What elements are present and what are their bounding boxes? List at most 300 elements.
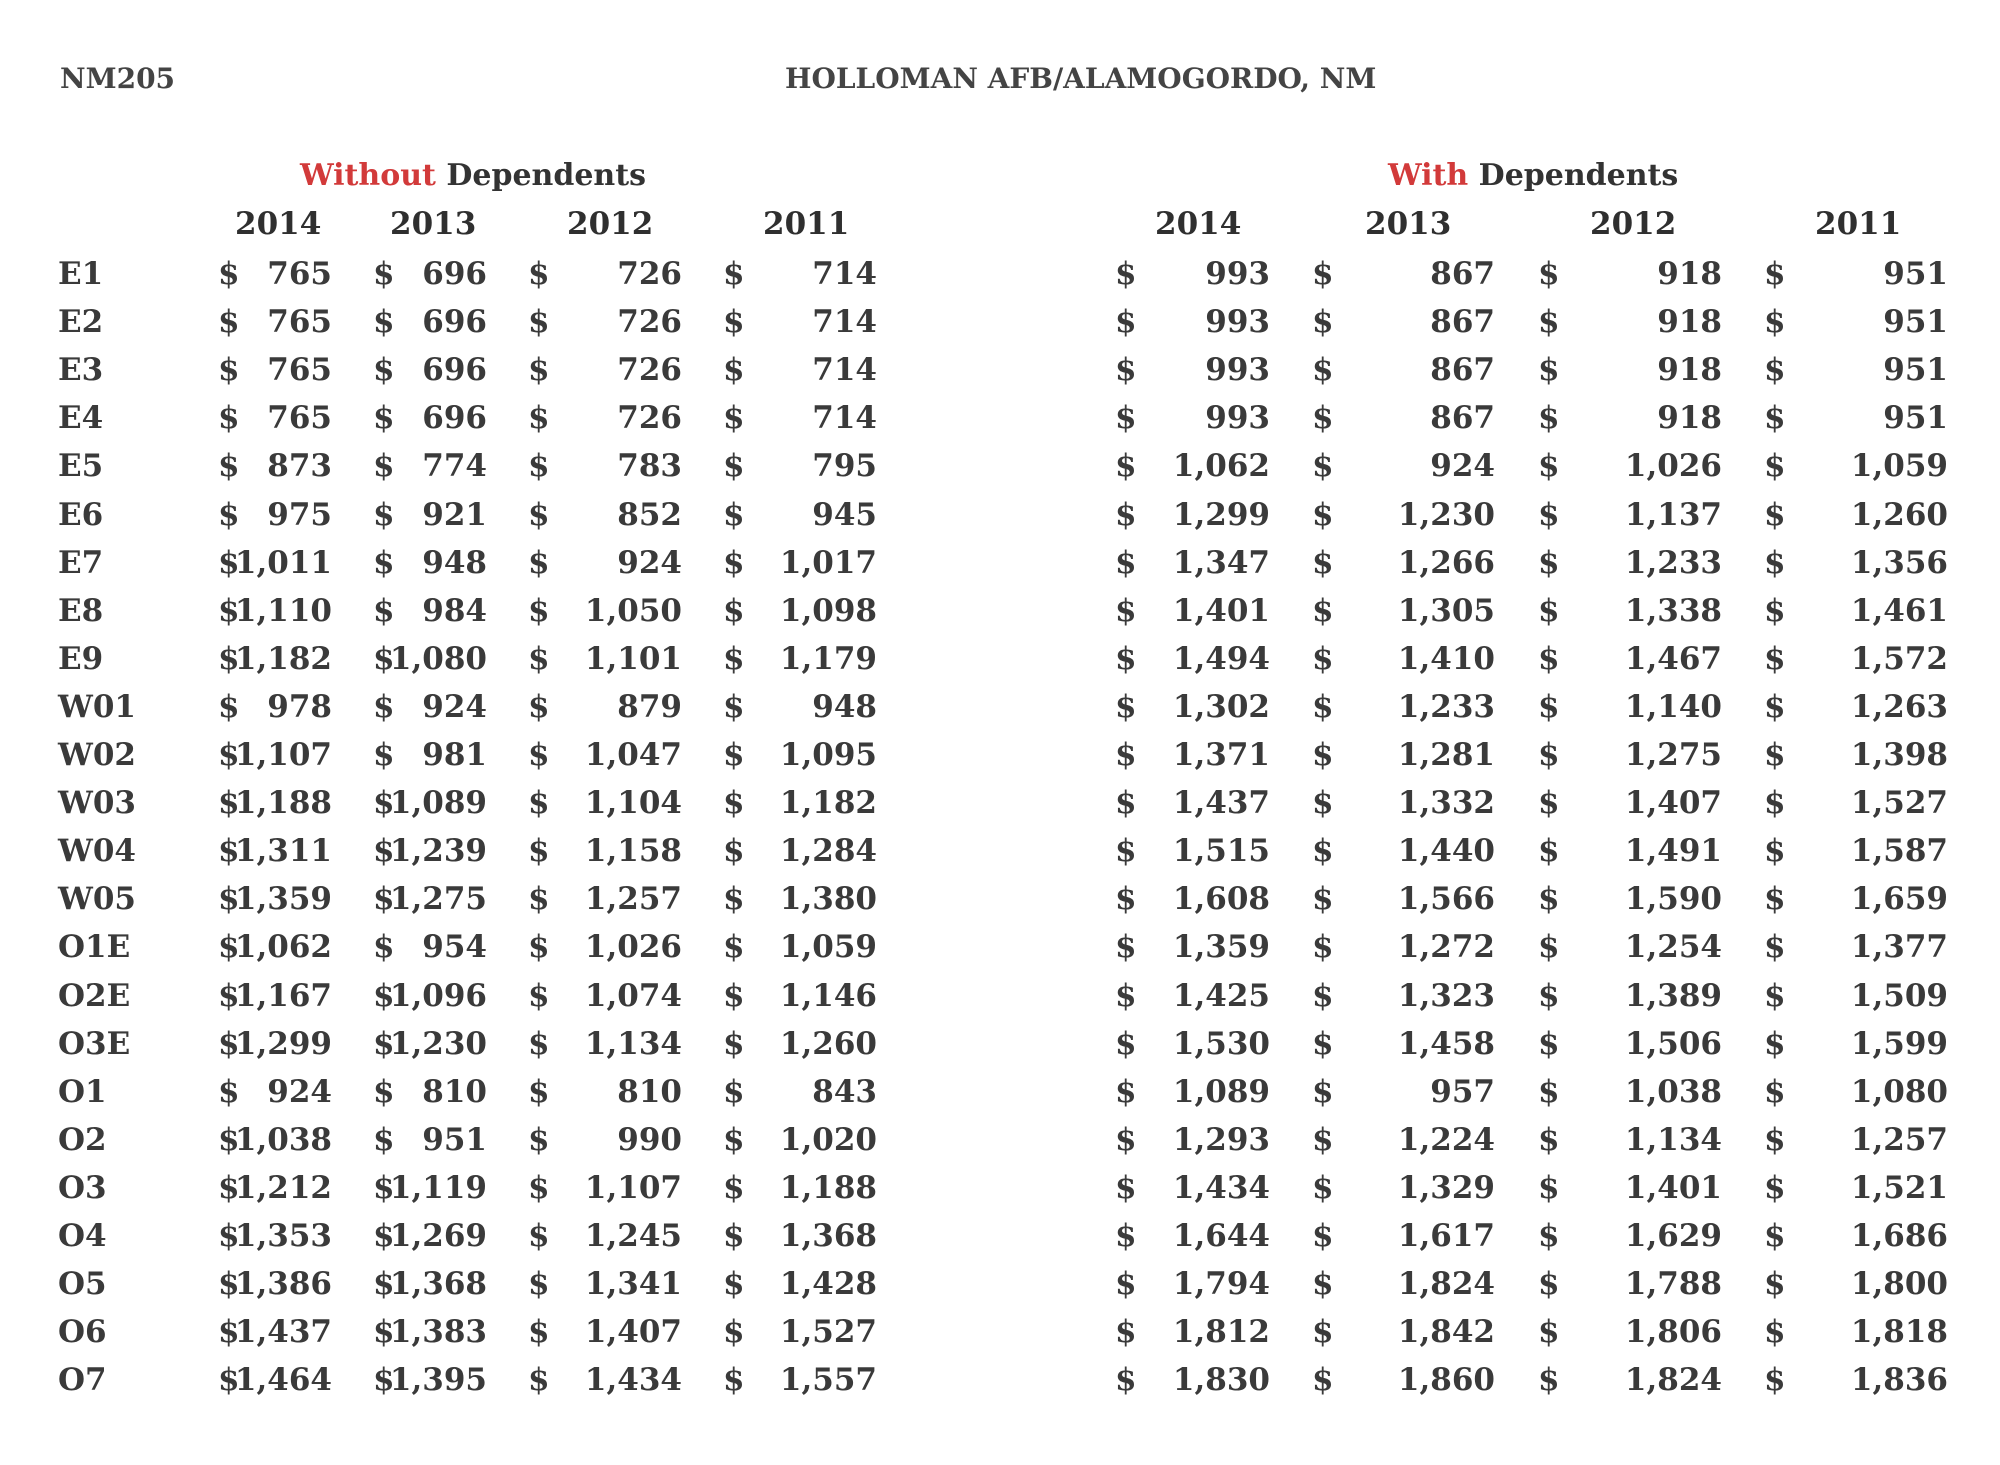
with-amount-2013: 1,305 [1397, 592, 1495, 629]
with-amount-2012: 1,491 [1624, 833, 1722, 870]
currency-sign: $ [1764, 640, 1786, 677]
year-header-with-2013: 2013 [1365, 206, 1452, 242]
table-row [0, 1122, 2000, 1168]
table-row [0, 545, 2000, 591]
without-amount-2011: 714 [812, 304, 877, 341]
table-row [0, 641, 2000, 687]
currency-sign: $ [723, 977, 745, 1014]
currency-sign: $ [1764, 592, 1786, 629]
currency-sign: $ [1538, 496, 1560, 533]
currency-sign: $ [1538, 400, 1560, 437]
currency-sign: $ [1115, 1025, 1137, 1062]
without-amount-2014: 1,359 [234, 881, 332, 918]
with-amount-2014: 1,530 [1172, 1025, 1270, 1062]
with-amount-2012: 918 [1657, 304, 1722, 341]
without-amount-2011: 1,368 [779, 1218, 877, 1254]
with-amount-2011: 1,818 [1850, 1314, 1948, 1351]
without-amount-2011: 714 [812, 256, 877, 292]
currency-sign: $ [218, 1362, 240, 1399]
without-amount-2011: 1,095 [779, 737, 877, 773]
without-amount-2012: 726 [617, 256, 682, 292]
without-amount-2014: 1,386 [234, 1266, 332, 1303]
with-amount-2011: 1,509 [1850, 977, 1948, 1014]
with-amount-2013: 1,266 [1397, 544, 1495, 581]
table-row [0, 256, 2000, 302]
without-amount-2014: 765 [267, 400, 332, 437]
currency-sign: $ [528, 929, 550, 966]
without-amount-2014: 1,353 [234, 1218, 332, 1254]
grade-label: O4 [58, 1218, 107, 1254]
currency-sign: $ [218, 737, 240, 773]
with-amount-2013: 1,440 [1397, 833, 1495, 870]
grade-label: W03 [58, 785, 136, 822]
without-amount-2011: 714 [812, 352, 877, 389]
without-amount-2013: 774 [422, 448, 487, 485]
without-amount-2014: 1,038 [234, 1121, 332, 1158]
currency-sign: $ [373, 592, 395, 629]
without-amount-2013: 1,383 [389, 1314, 487, 1351]
without-amount-2013: 1,368 [389, 1266, 487, 1303]
currency-sign: $ [723, 1073, 745, 1110]
currency-sign: $ [528, 1314, 550, 1351]
currency-sign: $ [373, 496, 395, 533]
without-heading-accent: Without [300, 158, 436, 193]
table-row [0, 304, 2000, 350]
currency-sign: $ [528, 448, 550, 485]
currency-sign: $ [1764, 833, 1786, 870]
table-row [0, 978, 2000, 1024]
without-amount-2013: 1,119 [389, 1169, 487, 1206]
grade-label: E5 [58, 448, 104, 485]
without-amount-2013: 1,096 [389, 977, 487, 1014]
without-amount-2012: 1,074 [584, 977, 682, 1014]
currency-sign: $ [1312, 640, 1334, 677]
currency-sign: $ [1764, 496, 1786, 533]
currency-sign: $ [1764, 1073, 1786, 1110]
currency-sign: $ [1764, 1362, 1786, 1399]
currency-sign: $ [528, 881, 550, 918]
without-amount-2012: 726 [617, 352, 682, 389]
with-amount-2013: 924 [1430, 448, 1495, 485]
without-amount-2011: 1,017 [779, 544, 877, 581]
table-row [0, 1170, 2000, 1216]
currency-sign: $ [1764, 1025, 1786, 1062]
without-amount-2011: 795 [812, 448, 877, 485]
year-header-without-2013: 2013 [390, 206, 477, 242]
without-amount-2011: 1,260 [779, 1025, 877, 1062]
currency-sign: $ [218, 1121, 240, 1158]
with-amount-2012: 1,467 [1624, 640, 1722, 677]
currency-sign: $ [528, 1266, 550, 1303]
currency-sign: $ [528, 496, 550, 533]
with-amount-2013: 1,566 [1397, 881, 1495, 918]
currency-sign: $ [373, 833, 395, 870]
without-amount-2011: 714 [812, 400, 877, 437]
currency-sign: $ [1764, 1169, 1786, 1206]
grade-label: W04 [58, 833, 136, 870]
grade-label: O3E [58, 1025, 131, 1062]
without-amount-2014: 765 [267, 256, 332, 292]
with-amount-2013: 1,224 [1397, 1121, 1495, 1158]
currency-sign: $ [723, 592, 745, 629]
without-amount-2014: 873 [267, 448, 332, 485]
without-amount-2014: 1,062 [234, 929, 332, 966]
with-amount-2014: 1,347 [1172, 544, 1270, 581]
with-amount-2014: 1,830 [1172, 1362, 1270, 1399]
currency-sign: $ [1764, 1218, 1786, 1254]
without-amount-2011: 1,557 [779, 1362, 877, 1399]
currency-sign: $ [528, 400, 550, 437]
currency-sign: $ [1312, 785, 1334, 822]
without-amount-2014: 978 [267, 688, 332, 725]
currency-sign: $ [373, 881, 395, 918]
currency-sign: $ [1115, 544, 1137, 581]
currency-sign: $ [1538, 977, 1560, 1014]
currency-sign: $ [373, 1362, 395, 1399]
currency-sign: $ [373, 448, 395, 485]
with-amount-2011: 1,080 [1850, 1073, 1948, 1110]
currency-sign: $ [723, 496, 745, 533]
grade-label: W05 [58, 881, 136, 918]
without-amount-2014: 1,182 [234, 640, 332, 677]
with-amount-2013: 867 [1430, 400, 1495, 437]
without-amount-2013: 951 [422, 1121, 487, 1158]
currency-sign: $ [1312, 496, 1334, 533]
without-amount-2014: 1,110 [234, 592, 332, 629]
currency-sign: $ [1115, 1218, 1137, 1254]
currency-sign: $ [528, 737, 550, 773]
without-amount-2011: 945 [812, 496, 877, 533]
with-amount-2014: 993 [1205, 400, 1270, 437]
with-amount-2013: 1,272 [1397, 929, 1495, 966]
currency-sign: $ [528, 785, 550, 822]
currency-sign: $ [1115, 400, 1137, 437]
currency-sign: $ [1115, 929, 1137, 966]
without-amount-2012: 726 [617, 304, 682, 341]
currency-sign: $ [1312, 1025, 1334, 1062]
without-heading-rest: Dependents [435, 158, 646, 193]
currency-sign: $ [1538, 592, 1560, 629]
with-amount-2014: 1,515 [1172, 833, 1270, 870]
with-amount-2011: 1,599 [1850, 1025, 1948, 1062]
without-amount-2013: 984 [422, 592, 487, 629]
table-row [0, 929, 2000, 975]
with-amount-2012: 1,824 [1624, 1362, 1722, 1399]
with-amount-2014: 1,293 [1172, 1121, 1270, 1158]
currency-sign: $ [1764, 688, 1786, 725]
currency-sign: $ [218, 785, 240, 822]
currency-sign: $ [1538, 1121, 1560, 1158]
table-row [0, 785, 2000, 831]
without-amount-2011: 1,380 [779, 881, 877, 918]
currency-sign: $ [218, 1025, 240, 1062]
without-amount-2011: 948 [812, 688, 877, 725]
currency-sign: $ [528, 688, 550, 725]
currency-sign: $ [1115, 256, 1137, 292]
without-amount-2014: 1,299 [234, 1025, 332, 1062]
with-amount-2013: 1,617 [1397, 1218, 1495, 1254]
year-header-with-2014: 2014 [1155, 206, 1242, 242]
currency-sign: $ [723, 400, 745, 437]
without-amount-2013: 924 [422, 688, 487, 725]
without-amount-2012: 852 [617, 496, 682, 533]
grade-label: O1 [58, 1073, 107, 1110]
currency-sign: $ [723, 1362, 745, 1399]
with-amount-2013: 1,281 [1397, 737, 1495, 773]
currency-sign: $ [1115, 592, 1137, 629]
without-amount-2012: 1,026 [584, 929, 682, 966]
currency-sign: $ [1764, 737, 1786, 773]
currency-sign: $ [218, 304, 240, 341]
with-amount-2012: 1,506 [1624, 1025, 1722, 1062]
currency-sign: $ [1115, 1121, 1137, 1158]
without-amount-2013: 1,275 [389, 881, 487, 918]
currency-sign: $ [723, 640, 745, 677]
with-amount-2011: 1,398 [1850, 737, 1948, 773]
currency-sign: $ [1312, 592, 1334, 629]
with-amount-2011: 1,836 [1850, 1362, 1948, 1399]
without-amount-2012: 1,407 [584, 1314, 682, 1351]
with-amount-2014: 1,062 [1172, 448, 1270, 485]
table-code: NM205 [60, 62, 176, 95]
currency-sign: $ [373, 929, 395, 966]
with-amount-2014: 1,494 [1172, 640, 1270, 677]
without-amount-2014: 1,011 [234, 544, 332, 581]
with-amount-2014: 1,812 [1172, 1314, 1270, 1351]
without-amount-2013: 696 [422, 304, 487, 341]
without-amount-2012: 1,101 [584, 640, 682, 677]
currency-sign: $ [1764, 1266, 1786, 1303]
currency-sign: $ [1538, 448, 1560, 485]
currency-sign: $ [373, 1314, 395, 1351]
table-row [0, 833, 2000, 879]
with-amount-2012: 1,140 [1624, 688, 1722, 725]
currency-sign: $ [373, 544, 395, 581]
with-amount-2012: 918 [1657, 256, 1722, 292]
with-amount-2012: 1,338 [1624, 592, 1722, 629]
without-amount-2013: 948 [422, 544, 487, 581]
currency-sign: $ [1538, 256, 1560, 292]
currency-sign: $ [218, 640, 240, 677]
with-amount-2011: 1,686 [1850, 1218, 1948, 1254]
without-amount-2013: 1,230 [389, 1025, 487, 1062]
currency-sign: $ [528, 1025, 550, 1062]
with-amount-2011: 1,356 [1850, 544, 1948, 581]
table-row [0, 1218, 2000, 1264]
without-amount-2011: 1,182 [779, 785, 877, 822]
with-amount-2014: 1,299 [1172, 496, 1270, 533]
currency-sign: $ [1312, 400, 1334, 437]
currency-sign: $ [218, 929, 240, 966]
currency-sign: $ [723, 544, 745, 581]
currency-sign: $ [1538, 1073, 1560, 1110]
grade-label: E6 [58, 496, 104, 533]
currency-sign: $ [723, 1169, 745, 1206]
without-amount-2013: 954 [422, 929, 487, 966]
currency-sign: $ [1764, 448, 1786, 485]
with-amount-2012: 1,629 [1624, 1218, 1722, 1254]
without-amount-2011: 1,146 [779, 977, 877, 1014]
currency-sign: $ [723, 881, 745, 918]
currency-sign: $ [723, 688, 745, 725]
currency-sign: $ [528, 544, 550, 581]
with-amount-2013: 867 [1430, 352, 1495, 389]
currency-sign: $ [1538, 1025, 1560, 1062]
with-amount-2013: 867 [1430, 304, 1495, 341]
table-row [0, 497, 2000, 543]
currency-sign: $ [723, 256, 745, 292]
year-header-without-2014: 2014 [235, 206, 322, 242]
currency-sign: $ [1538, 544, 1560, 581]
without-amount-2013: 696 [422, 400, 487, 437]
currency-sign: $ [1538, 785, 1560, 822]
currency-sign: $ [1312, 929, 1334, 966]
without-amount-2011: 1,059 [779, 929, 877, 966]
grade-label: W01 [58, 688, 136, 725]
year-header-with-2012: 2012 [1590, 206, 1677, 242]
without-amount-2012: 1,257 [584, 881, 682, 918]
with-amount-2014: 1,608 [1172, 881, 1270, 918]
currency-sign: $ [1312, 977, 1334, 1014]
without-amount-2012: 1,341 [584, 1266, 682, 1303]
currency-sign: $ [218, 881, 240, 918]
with-amount-2013: 1,458 [1397, 1025, 1495, 1062]
currency-sign: $ [1115, 785, 1137, 822]
currency-sign: $ [1115, 737, 1137, 773]
table-row [0, 1314, 2000, 1360]
grade-label: E2 [58, 304, 104, 341]
currency-sign: $ [528, 977, 550, 1014]
with-amount-2011: 1,257 [1850, 1121, 1948, 1158]
without-amount-2012: 990 [617, 1121, 682, 1158]
with-amount-2014: 1,089 [1172, 1073, 1270, 1110]
without-amount-2012: 1,050 [584, 592, 682, 629]
without-amount-2014: 1,107 [234, 737, 332, 773]
year-header-without-2012: 2012 [567, 206, 654, 242]
without-amount-2014: 924 [267, 1073, 332, 1110]
without-amount-2011: 1,020 [779, 1121, 877, 1158]
with-amount-2014: 1,371 [1172, 737, 1270, 773]
with-amount-2014: 1,644 [1172, 1218, 1270, 1254]
currency-sign: $ [528, 304, 550, 341]
currency-sign: $ [373, 1025, 395, 1062]
currency-sign: $ [1538, 833, 1560, 870]
table-row [0, 1266, 2000, 1312]
grade-label: W02 [58, 737, 136, 773]
grade-label: O6 [58, 1314, 107, 1351]
currency-sign: $ [1764, 352, 1786, 389]
currency-sign: $ [528, 1121, 550, 1158]
grade-label: O2 [58, 1121, 107, 1158]
with-amount-2013: 1,329 [1397, 1169, 1495, 1206]
grade-label: E9 [58, 640, 104, 677]
with-amount-2011: 1,260 [1850, 496, 1948, 533]
without-amount-2012: 1,434 [584, 1362, 682, 1399]
currency-sign: $ [1764, 881, 1786, 918]
with-amount-2013: 867 [1430, 256, 1495, 292]
with-amount-2012: 1,407 [1624, 785, 1722, 822]
grade-label: O3 [58, 1169, 107, 1206]
with-amount-2011: 1,587 [1850, 833, 1948, 870]
with-heading-rest: Dependents [1468, 158, 1679, 193]
without-amount-2014: 1,212 [234, 1169, 332, 1206]
currency-sign: $ [1538, 304, 1560, 341]
currency-sign: $ [373, 977, 395, 1014]
currency-sign: $ [1312, 833, 1334, 870]
with-dependents-heading [1388, 158, 1678, 193]
currency-sign: $ [1312, 737, 1334, 773]
table-row [0, 448, 2000, 494]
with-amount-2014: 1,434 [1172, 1169, 1270, 1206]
without-amount-2013: 1,395 [389, 1362, 487, 1399]
without-amount-2011: 1,428 [779, 1266, 877, 1303]
without-amount-2013: 1,080 [389, 640, 487, 677]
without-amount-2014: 1,437 [234, 1314, 332, 1351]
table-row [0, 1026, 2000, 1072]
without-amount-2012: 1,104 [584, 785, 682, 822]
currency-sign: $ [1115, 833, 1137, 870]
currency-sign: $ [373, 1121, 395, 1158]
with-amount-2013: 1,233 [1397, 688, 1495, 725]
with-amount-2012: 1,275 [1624, 737, 1722, 773]
currency-sign: $ [1312, 1362, 1334, 1399]
currency-sign: $ [218, 592, 240, 629]
with-amount-2011: 1,461 [1850, 592, 1948, 629]
currency-sign: $ [1538, 688, 1560, 725]
with-amount-2014: 993 [1205, 352, 1270, 389]
currency-sign: $ [218, 977, 240, 1014]
without-amount-2012: 1,047 [584, 737, 682, 773]
currency-sign: $ [1764, 304, 1786, 341]
currency-sign: $ [218, 544, 240, 581]
with-amount-2014: 993 [1205, 256, 1270, 292]
currency-sign: $ [723, 833, 745, 870]
without-amount-2012: 783 [617, 448, 682, 485]
without-amount-2013: 810 [422, 1073, 487, 1110]
location-title: HOLLOMAN AFB/ALAMOGORDO, NM [785, 62, 1377, 95]
grade-label: E3 [58, 352, 104, 389]
currency-sign: $ [373, 1266, 395, 1303]
currency-sign: $ [1115, 1314, 1137, 1351]
with-amount-2012: 1,026 [1624, 448, 1722, 485]
currency-sign: $ [723, 1025, 745, 1062]
with-amount-2011: 951 [1883, 256, 1948, 292]
currency-sign: $ [218, 1266, 240, 1303]
with-amount-2011: 1,377 [1850, 929, 1948, 966]
without-amount-2012: 1,107 [584, 1169, 682, 1206]
with-amount-2013: 1,842 [1397, 1314, 1495, 1351]
with-amount-2013: 1,230 [1397, 496, 1495, 533]
with-amount-2012: 1,254 [1624, 929, 1722, 966]
currency-sign: $ [528, 256, 550, 292]
currency-sign: $ [1115, 1266, 1137, 1303]
with-amount-2014: 1,401 [1172, 592, 1270, 629]
currency-sign: $ [1538, 737, 1560, 773]
with-amount-2011: 1,059 [1850, 448, 1948, 485]
currency-sign: $ [723, 929, 745, 966]
without-amount-2011: 843 [812, 1073, 877, 1110]
grade-label: E1 [58, 256, 104, 292]
currency-sign: $ [528, 1218, 550, 1254]
without-amount-2011: 1,527 [779, 1314, 877, 1351]
with-amount-2011: 1,800 [1850, 1266, 1948, 1303]
currency-sign: $ [1312, 1218, 1334, 1254]
currency-sign: $ [1115, 304, 1137, 341]
without-amount-2012: 1,158 [584, 833, 682, 870]
without-amount-2011: 1,179 [779, 640, 877, 677]
year-header-with-2011: 2011 [1815, 206, 1902, 242]
currency-sign: $ [218, 1169, 240, 1206]
